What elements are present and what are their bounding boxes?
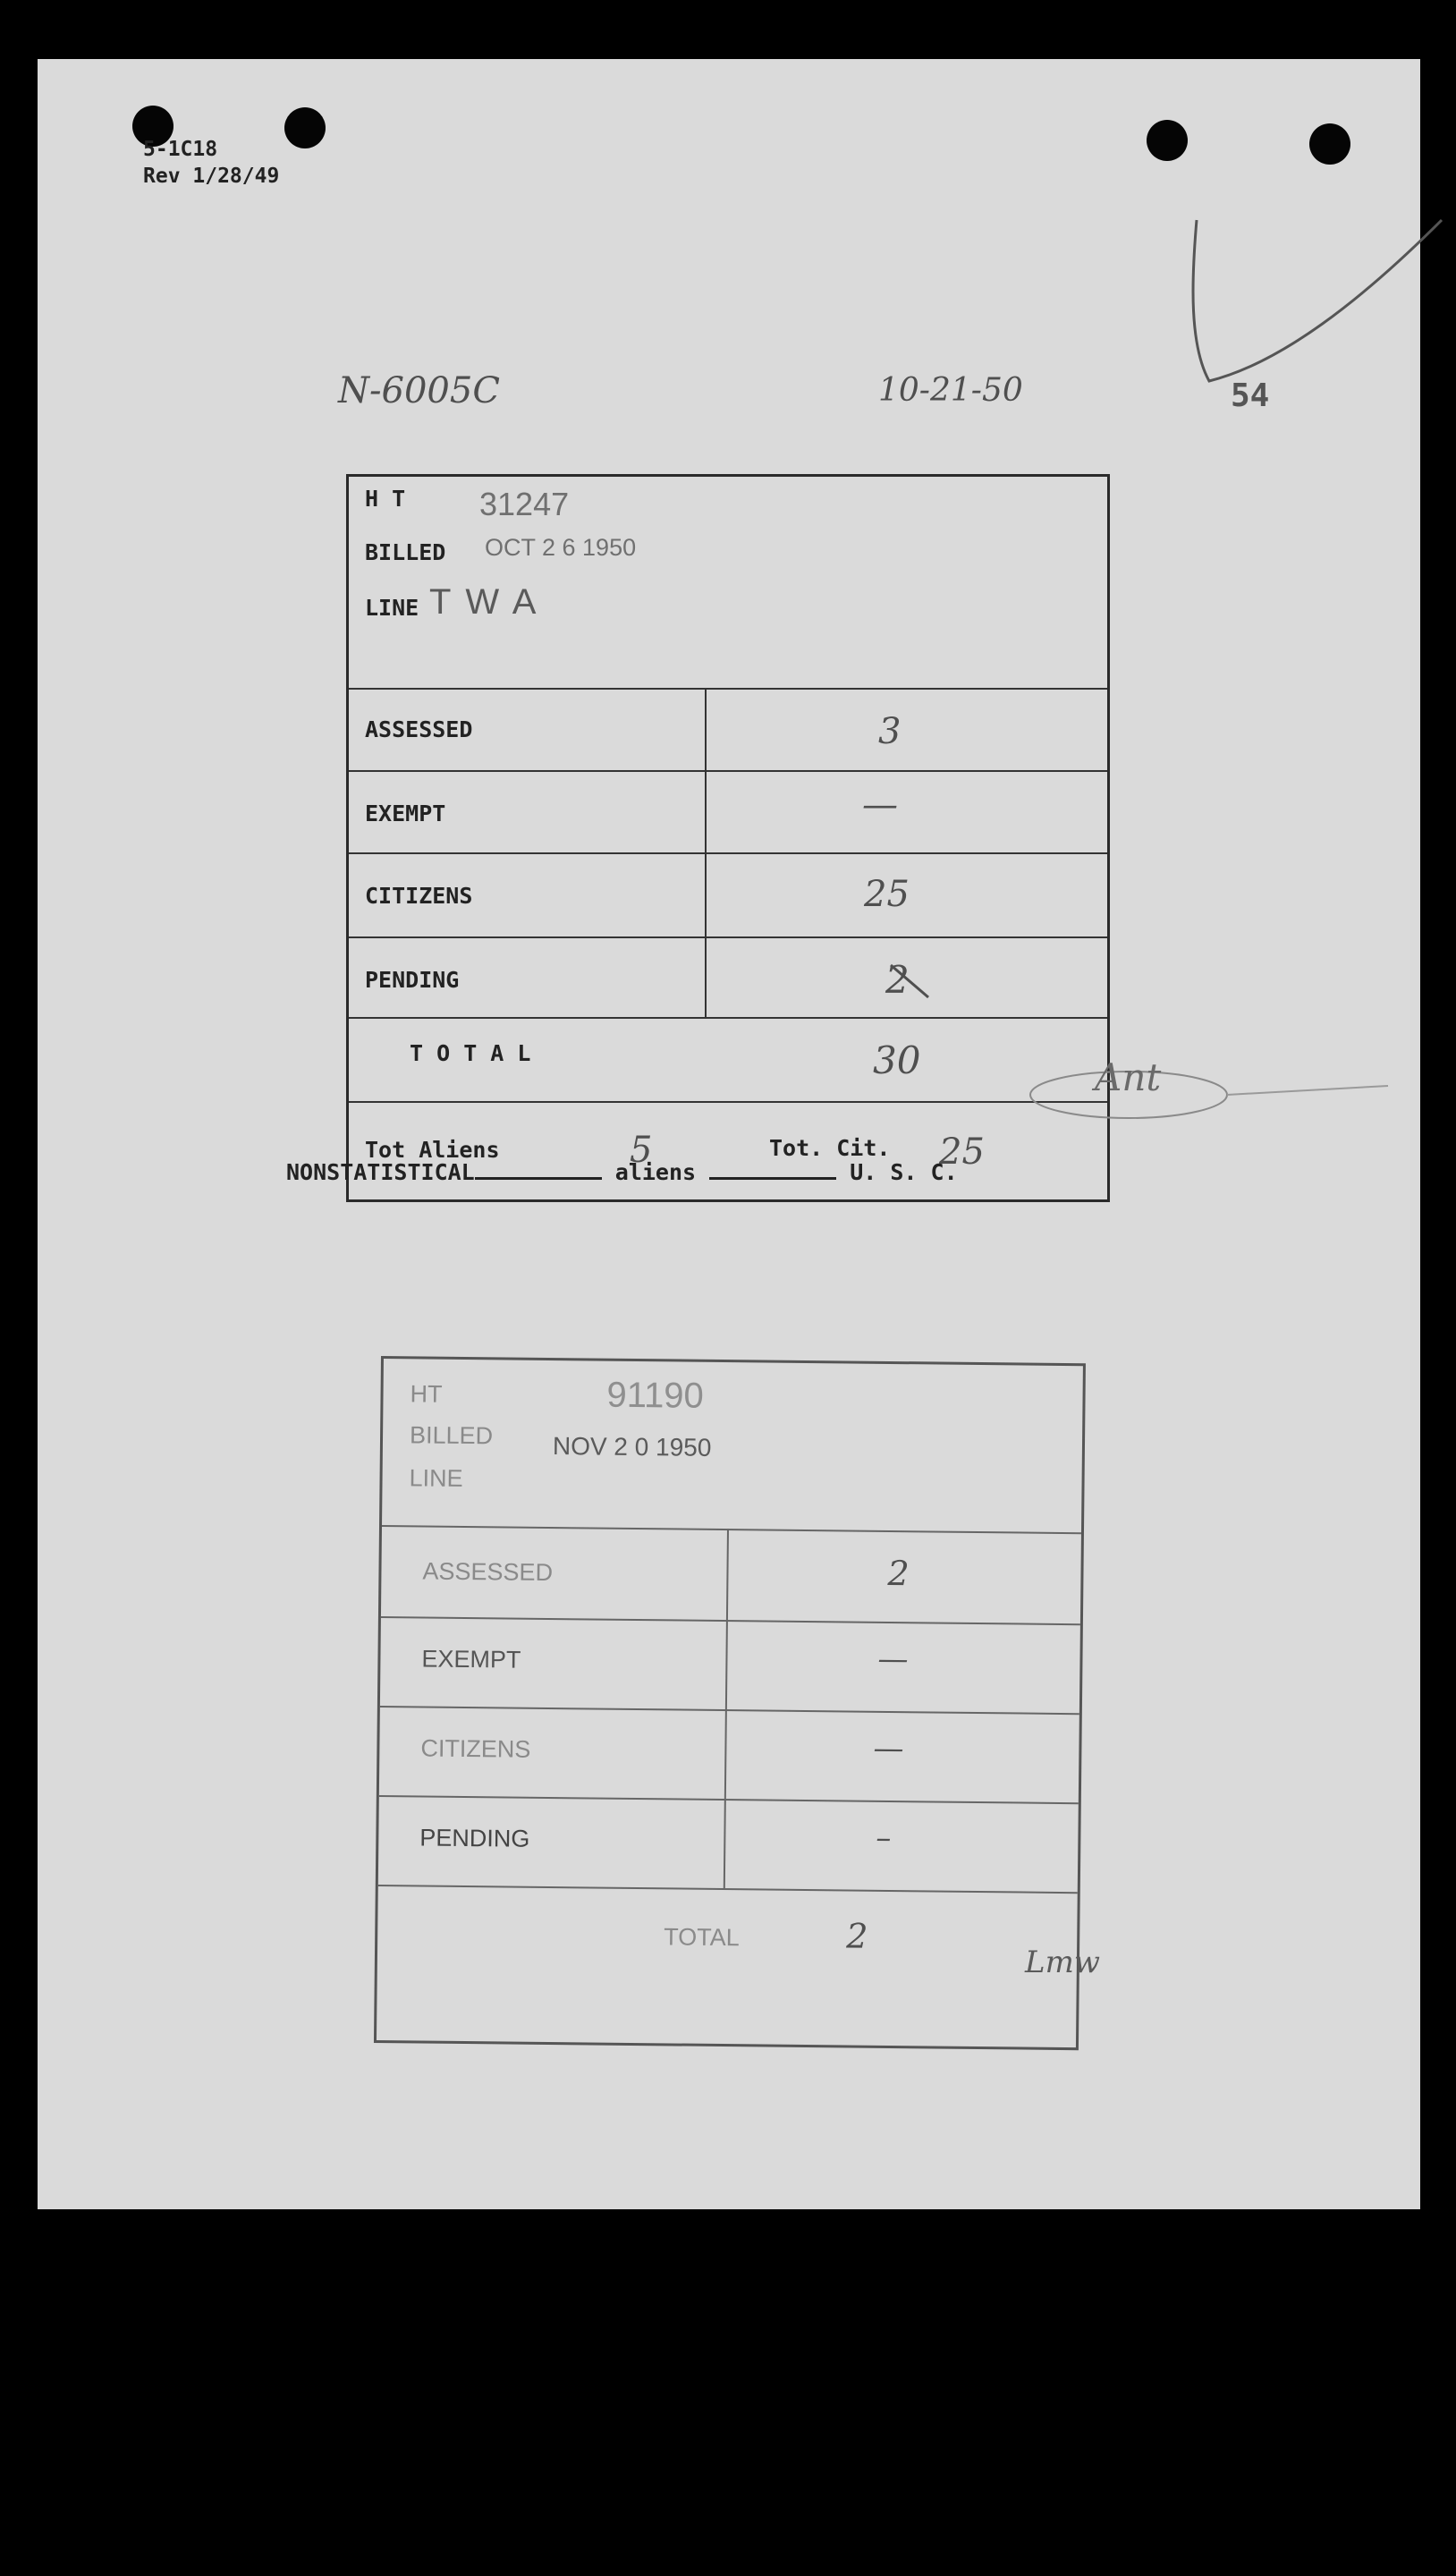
stamp-line-label: LINE <box>409 1464 463 1492</box>
divider <box>349 688 1107 690</box>
checkmark-icon <box>1147 157 1451 399</box>
stamp-ht-value: 91190 <box>606 1375 705 1416</box>
stamp-form <box>374 1356 1086 2050</box>
tot-cit-value: 25 <box>939 1131 985 1173</box>
blank-line <box>709 1177 836 1180</box>
stamp-total-value: 2 <box>846 1916 868 1956</box>
tot-aliens-value: 5 <box>630 1130 653 1171</box>
exempt-value: — <box>862 784 898 826</box>
stamp-exempt-label: EXEMPT <box>421 1645 521 1674</box>
usc-label: U. S. C. <box>850 1159 958 1185</box>
initials-scribble <box>1021 1050 1397 1140</box>
ht-label: H T <box>365 486 406 512</box>
manifest-form <box>346 474 1110 1202</box>
exempt-label: EXEMPT <box>365 801 446 826</box>
divider <box>349 852 1107 854</box>
divider <box>349 936 1107 938</box>
tot-aliens-label: Tot Aliens <box>365 1137 500 1163</box>
total-label: T O T A L <box>410 1040 531 1066</box>
stamp-citizens-label: CITIZENS <box>420 1734 531 1763</box>
stamp-ht-label: HT <box>410 1380 443 1408</box>
aliens-label: aliens <box>614 1159 697 1185</box>
nonstatistical-line <box>286 1159 958 1185</box>
stamp-assessed-label: ASSESSED <box>422 1557 554 1587</box>
tot-cit-label: Tot. Cit. <box>769 1135 891 1161</box>
ht-value: 31247 <box>479 486 570 522</box>
nonstatistical-label: NONSTATISTICAL <box>286 1159 475 1185</box>
initials-bottom: Lmw <box>1025 1945 1100 1980</box>
document-page <box>38 59 1420 2209</box>
citizens-value: 25 <box>864 874 910 915</box>
date-handwritten: 10-21-50 <box>878 372 1023 409</box>
stamp-total-label: TOTAL <box>664 1923 740 1952</box>
divider <box>381 1616 1080 1625</box>
line-label: LINE <box>365 595 419 621</box>
divider <box>382 1525 1081 1534</box>
page-number: 54 <box>1231 377 1270 414</box>
divider <box>379 1795 1079 1804</box>
divider <box>349 1101 1107 1103</box>
initials-top: Ant <box>1095 1055 1162 1099</box>
blank-line <box>475 1177 602 1180</box>
stamp-billed-label: BILLED <box>409 1421 494 1450</box>
stamp-pending-value: – <box>876 1819 892 1857</box>
divider <box>349 1017 1107 1019</box>
pending-label: PENDING <box>365 967 460 993</box>
assessed-label: ASSESSED <box>365 716 473 742</box>
punch-hole <box>1147 120 1188 161</box>
divider <box>378 1885 1078 1894</box>
assessed-value: 3 <box>878 711 902 752</box>
punch-hole <box>284 107 326 148</box>
stamp-billed-date: NOV 2 0 1950 <box>552 1432 712 1462</box>
stamp-pending-label: PENDING <box>419 1824 530 1852</box>
stamp-citizens-value: — <box>873 1730 904 1767</box>
form-code: 5-1C18 <box>143 138 218 161</box>
total-value: 30 <box>873 1038 921 1082</box>
stamp-exempt-value: — <box>877 1640 909 1678</box>
strike-mark <box>889 963 930 999</box>
column-divider <box>705 688 707 1017</box>
divider <box>349 770 1107 772</box>
billed-label: BILLED <box>365 539 446 565</box>
form-revision: Rev 1/28/49 <box>143 165 280 188</box>
divider <box>380 1706 1079 1715</box>
citizens-label: CITIZENS <box>365 883 473 909</box>
stamp-assessed-value: 2 <box>887 1553 910 1594</box>
pending-value: 2 <box>885 958 910 1002</box>
line-value: TWA <box>429 582 551 622</box>
billed-date-stamp: OCT 2 6 1950 <box>485 534 637 561</box>
aircraft-number: N-6005C <box>338 370 500 411</box>
